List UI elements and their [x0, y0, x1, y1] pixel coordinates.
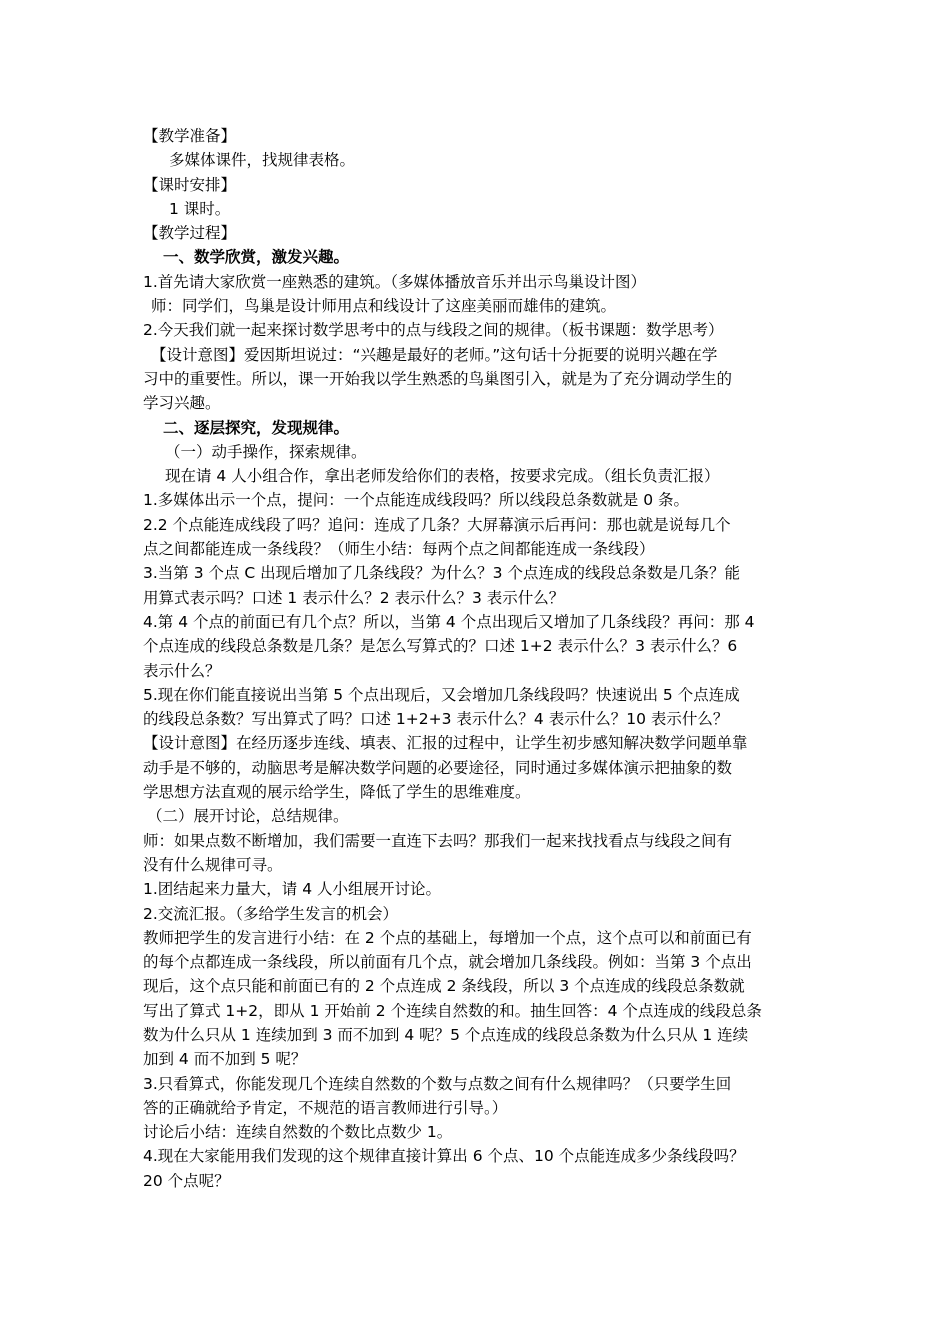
paragraph: 多媒体课件，找规律表格。	[169, 151, 356, 170]
paragraph: 的线段总条数？写出算式了吗？口述 1+2+3 表示什么？4 表示什么？10 表示什么？	[143, 710, 729, 729]
paragraph: 1.团结起来力量大，请 4 人小组展开讨论。	[143, 880, 442, 899]
subsection-heading-2: （二）展开讨论，总结规律。	[147, 807, 349, 826]
subsection-heading-1: （一）动手操作，探索规律。	[165, 442, 367, 461]
paragraph: 学习兴趣。	[143, 394, 221, 413]
paragraph: 师：同学们，鸟巢是设计师用点和线设计了这座美丽而雄伟的建筑。	[151, 297, 617, 316]
paragraph: 现在请 4 人小组合作，拿出老师发给你们的表格，按要求完成。（组长负责汇报）	[165, 467, 720, 486]
paragraph: 表示什么？	[143, 661, 221, 680]
design-intent-1: 【设计意图】爱因斯坦说过：“兴趣是最好的老师。”这句话十分扼要的说明兴趣在学	[151, 345, 718, 364]
paragraph: 1 课时。	[169, 199, 231, 218]
document-page	[143, 124, 808, 1193]
design-intent-2: 【设计意图】在经历逐步连线、填表、汇报的过程中，让学生初步感知解决数学问题单靠	[143, 734, 748, 753]
paragraph: 答的正确就给予肯定，不规范的语言教师进行引导。）	[143, 1098, 508, 1117]
paragraph: 讨论后小结：连续自然数的个数比点数少 1。	[143, 1123, 453, 1142]
paragraph: 习中的重要性。所以，课一开始我以学生熟悉的鸟巢图引入，就是为了充分调动学生的	[143, 369, 733, 388]
paragraph: 没有什么规律可寻。	[143, 855, 283, 874]
paragraph: 教师把学生的发言进行小结：在 2 个点的基础上，每增加一个点，这个点可以和前面已有	[143, 928, 752, 947]
paragraph: 学思想方法直观的展示给学生，降低了学生的思维难度。	[143, 783, 531, 802]
paragraph: 1.首先请大家欣赏一座熟悉的建筑。（多媒体播放音乐并出示鸟巢设计图）	[143, 272, 647, 291]
paragraph: 3.当第 3 个点 C 出现后增加了几条线段？为什么？3 个点连成的线段总条数是几条？能	[143, 564, 740, 583]
section-heading-2: 二、逐层探究，发现规律。	[163, 418, 350, 437]
heading-teaching-process: 【教学过程】	[143, 224, 237, 243]
paragraph: 动手是不够的，动脑思考是解决数学问题的必要途径，同时通过多媒体演示把抽象的数	[143, 758, 733, 777]
paragraph: 个点连成的线段总条数是几条？是怎么写算式的？口述 1+2 表示什么？3 表示什么？6	[143, 637, 738, 656]
paragraph: 现后，这个点只能和前面已有的 2 个点连成 2 条线段，所以 3 个点连成的线段总条数就	[143, 977, 745, 996]
paragraph: 4.第 4 个点的前面已有几个点？所以，当第 4 个点出现后又增加了几条线段？再问：那 4	[143, 612, 755, 631]
paragraph: 20 个点呢？	[143, 1171, 230, 1190]
paragraph: 的每个点都连成一条线段，所以前面有几个点，就会增加几条线段。例如：当第 3 个点出	[143, 953, 752, 972]
heading-teaching-preparation: 【教学准备】	[143, 127, 237, 145]
paragraph: 3.只看算式，你能发现几个连续自然数的个数与点数之间有什么规律吗？（只要学生回	[143, 1074, 732, 1093]
paragraph: 点之间都能连成一条线段？（师生小结：每两个点之间都能连成一条线段）	[143, 540, 655, 559]
paragraph: 用算式表示吗？口述 1 表示什么？2 表示什么？3 表示什么？	[143, 588, 565, 607]
section-heading-1: 一、数学欣赏，激发兴趣。	[163, 248, 350, 267]
paragraph: 4.现在大家能用我们发现的这个规律直接计算出 6 个点、10 个点能连成多少条线段吗？	[143, 1147, 745, 1166]
paragraph: 师：如果点数不断增加，我们需要一直连下去吗？那我们一起来找找看点与线段之间有	[143, 831, 733, 850]
paragraph: 写出了算式 1+2，即从 1 开始前 2 个连续自然数的和。抽生回答：4 个点连成的线段总条	[143, 1001, 762, 1020]
paragraph: 数为什么只从 1 连续加到 3 而不加到 4 呢？5 个点连成的线段总条数为什么只从 1 连续	[143, 1025, 749, 1044]
heading-class-schedule: 【课时安排】	[143, 175, 237, 194]
paragraph: 5.现在你们能直接说出当第 5 个点出现后，又会增加几条线段吗？快速说出 5 个点连成	[143, 685, 740, 704]
paragraph: 2.今天我们就一起来探讨数学思考中的点与线段之间的规律。（板书课题：数学思考）	[143, 321, 724, 340]
paragraph: 1.多媒体出示一个点，提问：一个点能连成线段吗？所以线段总条数就是 0 条。	[143, 491, 690, 510]
paragraph: 2.交流汇报。（多给学生发言的机会）	[143, 904, 399, 923]
paragraph: 2.2 个点能连成线段了吗？追问：连成了几条？大屏幕演示后再问：那也就是说每几个	[143, 515, 731, 534]
paragraph: 加到 4 而不加到 5 呢？	[143, 1050, 307, 1069]
